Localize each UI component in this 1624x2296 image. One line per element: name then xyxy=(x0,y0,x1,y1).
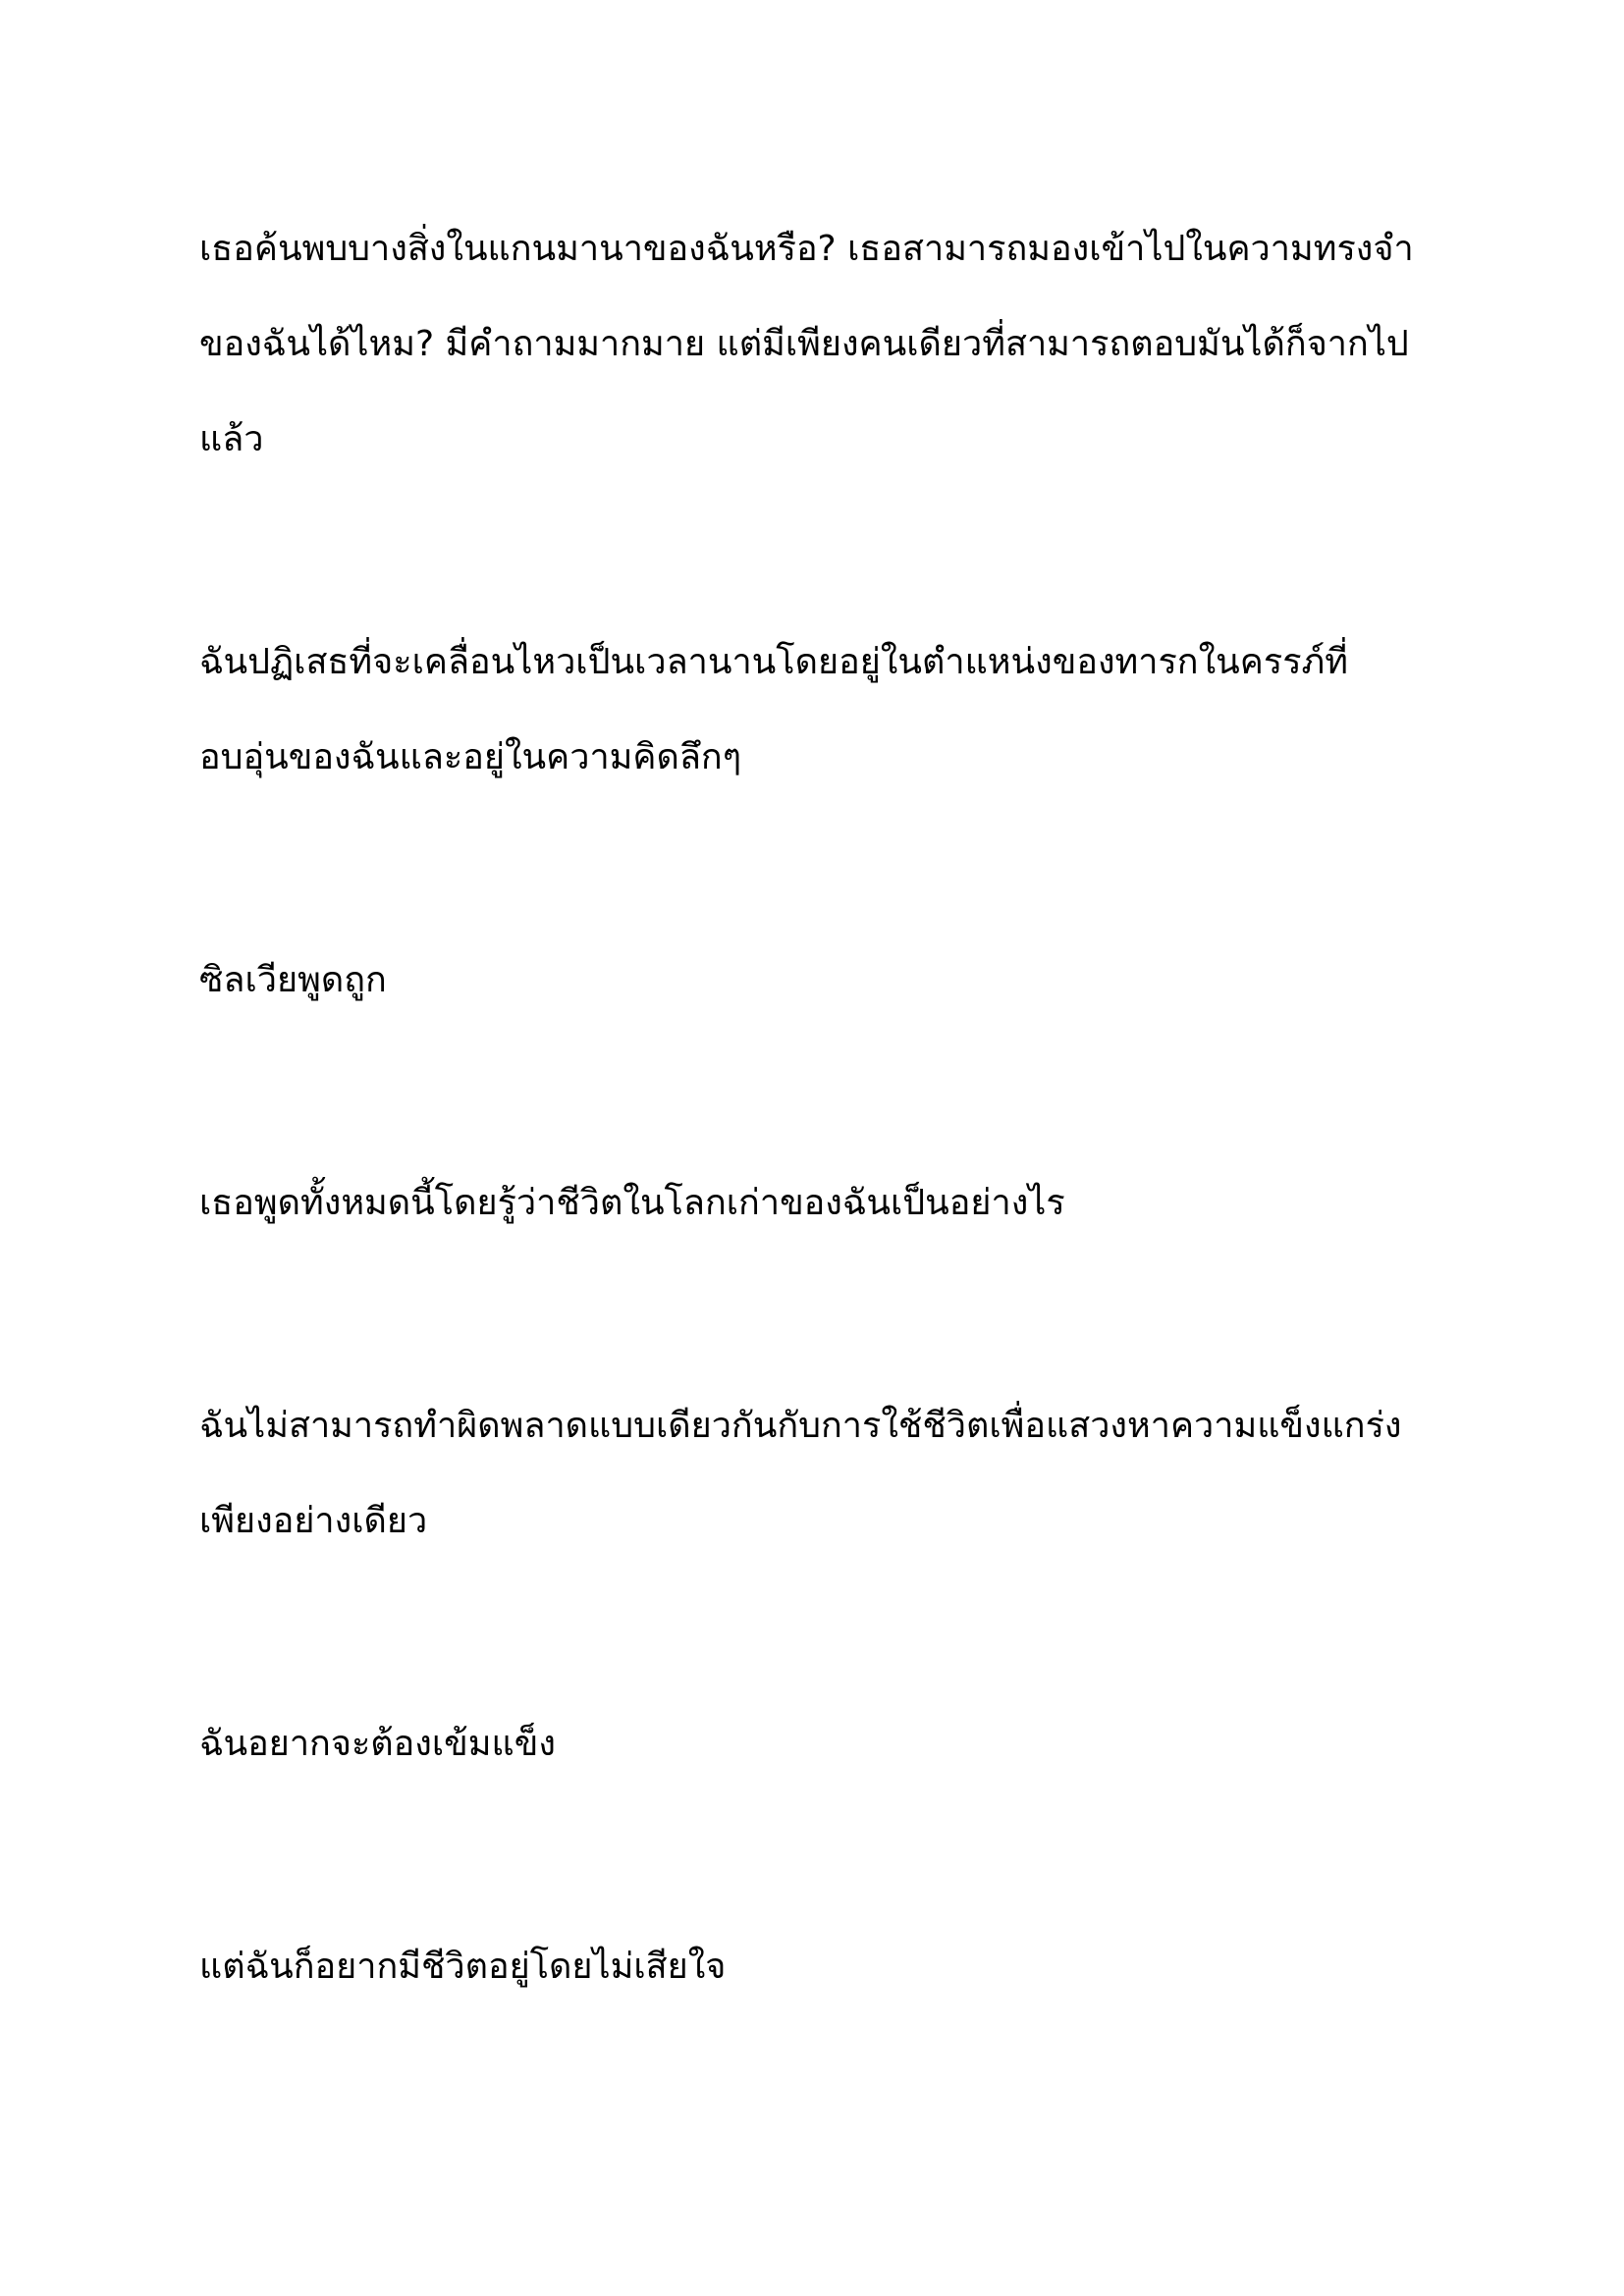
paragraph-2: ฉันปฏิเสธที่จะเคลื่อนไหวเป็นเวลานานโดยอยู่ในตำแหน่งของทารกในครรภ์ที่อบอุ่นของฉันและอยู่ในความคิดลึกๆ xyxy=(199,642,1348,777)
paragraph-7: แต่ฉันก็อยากมีชีวิตอยู่โดยไม่เสียใจ xyxy=(199,1947,727,1987)
paragraph-5: ฉันไม่สามารถทำผิดพลาดแบบเดียวกันกับการใช้ชีวิตเพื่อแสวงหาความแข็งแกร่งเพียงอย่างเดียว xyxy=(199,1406,1402,1541)
paragraph-1: เธอค้นพบบางสิ่งในแกนมานาของฉันหรือ? เธอสามารถมองเข้าไปในความทรงจำของฉันได้ไหม? มีคำถามมากมาย แต่มีเพียงคนเดียวที่สามารถตอบมันได้ก็จากไปแล้ว xyxy=(199,229,1414,459)
paragraph-4: เธอพูดทั้งหมดนี้โดยรู้ว่าชีวิตในโลกเก่าของฉันเป็นอย่างไร xyxy=(199,1183,1065,1223)
paragraph-3: ซิลเวียพูดถูก xyxy=(199,960,387,1000)
paragraph-6: ฉันอยากจะต้องเข้มแข็ง xyxy=(199,1724,556,1764)
document-body xyxy=(199,201,1436,2014)
